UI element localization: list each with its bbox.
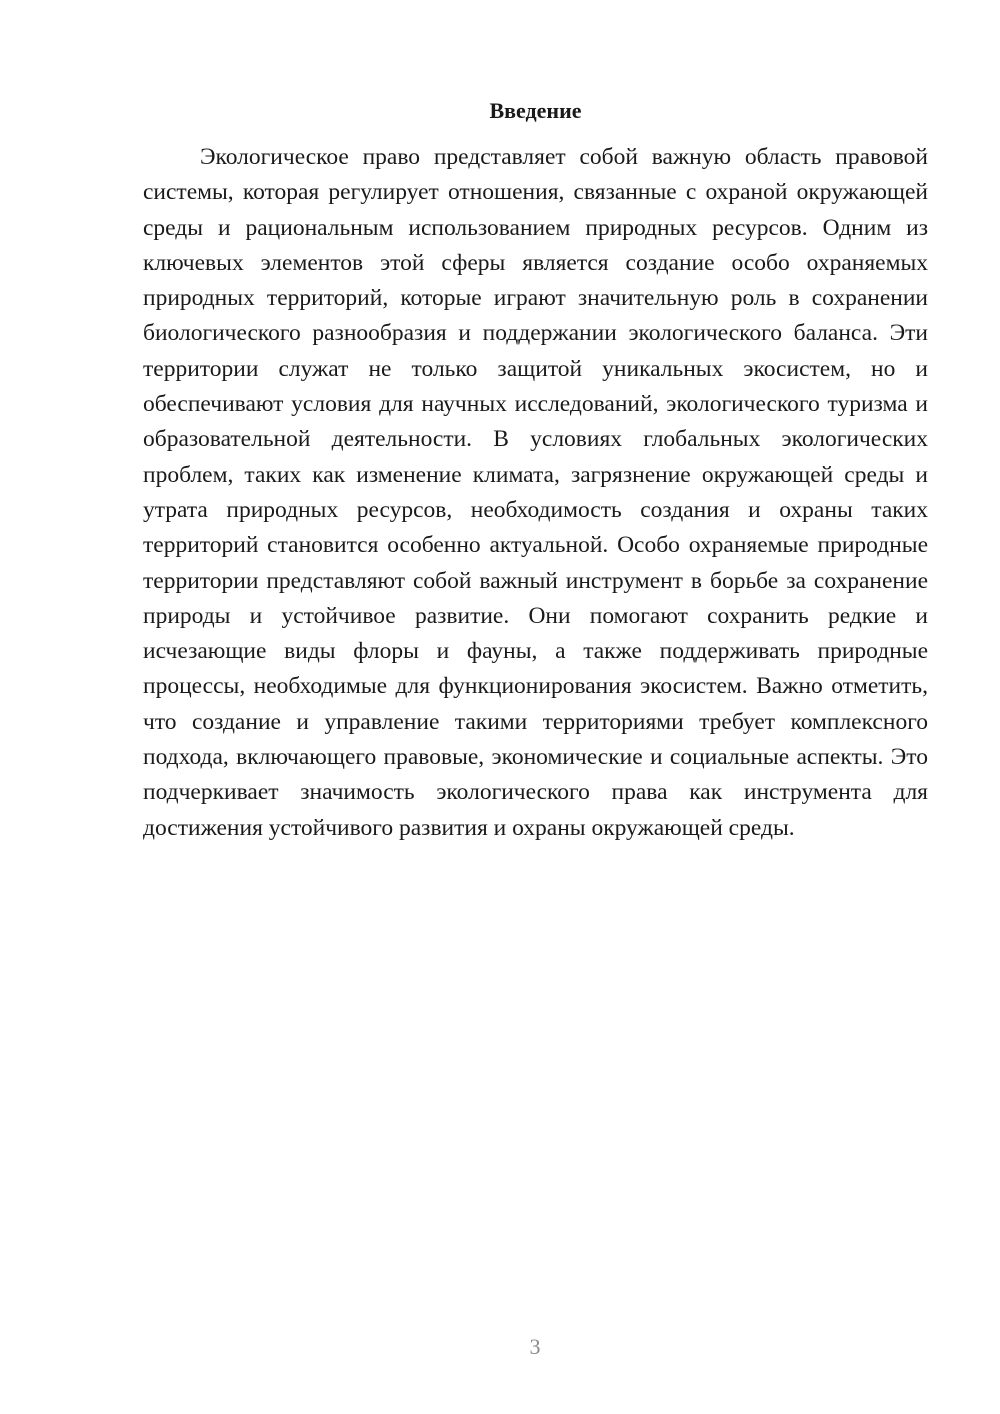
body-paragraph: Экологическое право представляет собой важную область правовой системы, которая регулирует отношения, связанные с охраной окружающей среды и рациональным использованием природных ресурсов. Одним из ключевых элементов этой сферы является создание особо охраняемых природных территорий, которые играют значительную роль в сохранении биологического разнообразия и поддержании экологического баланса. Эти территории служат не только защитой уникальных экосистем, но и обеспечивают условия для научных исследований, экологического туризма и образовательной деятельности. В условиях глобальных экологических проблем, таких как изменение климата, загрязнение окружающей среды и утрата природных ресурсов, необходимость создания и охраны таких территорий становится особенно актуальной. Особо охраняемые природные территории представляют собой важный инструмент в борьбе за сохранение природы и устойчивое развитие. Они помогают сохранить редкие и исчезающие виды флоры и фауны, а также поддерживать природные процессы, необходимые для функционирования экосистем. Важно отметить, что создание и управление такими территориями требует комплексного подхода, включающего правовые, экономические и социальные аспекты. Это подчеркивает значимость экологического права как инструмента для достижения устойчивого развития и охраны окружающей среды. <box>143 144 928 841</box>
page-number: 3 <box>529 1334 541 1359</box>
section-heading: Введение <box>489 98 582 123</box>
